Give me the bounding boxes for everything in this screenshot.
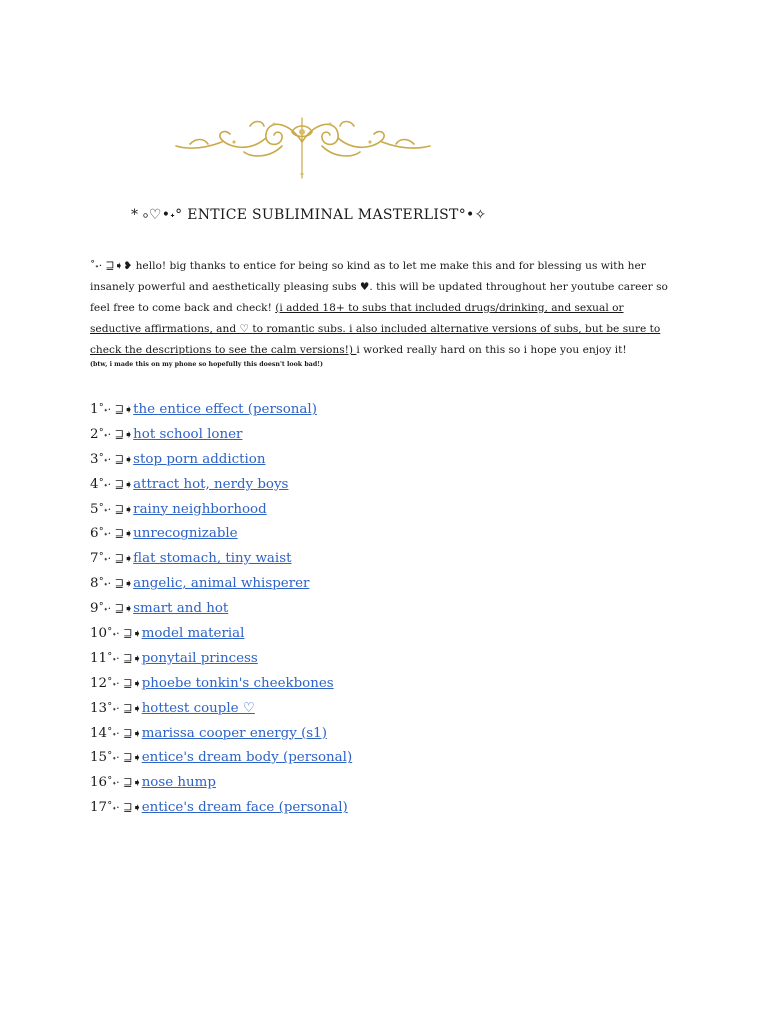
- list-item: [90, 597, 352, 622]
- list-item: [90, 722, 352, 747]
- list-item-number: 2: [90, 426, 99, 442]
- subliminal-link[interactable]: unrecognizable: [133, 526, 238, 542]
- subliminal-link[interactable]: attract hot, nerdy boys: [133, 476, 289, 492]
- subliminal-link[interactable]: nose hump: [141, 775, 216, 791]
- list-item-decoration: ˚˖· ⊒➧: [107, 776, 142, 790]
- subliminal-link[interactable]: the entice effect (personal): [133, 402, 317, 417]
- subliminal-link[interactable]: ponytail princess: [141, 650, 258, 666]
- list-item: [90, 572, 352, 597]
- list-item-number: 11: [90, 650, 108, 666]
- intro-disclaimer: (i added 18+ to subs that included drugs/drinking, and sexual or seductive affirmations, and ♡ to romantic subs. i also included alternative versions of subs, but be sure to check the descriptions to see the calm versions!): [90, 302, 661, 356]
- list-item: [90, 547, 352, 572]
- list-item-decoration: ˚˖· ⊒➧: [107, 651, 142, 665]
- subliminal-link[interactable]: flat stomach, tiny waist: [133, 551, 292, 567]
- list-item-decoration: ˚˖· ⊒➧: [98, 552, 134, 566]
- list-item-decoration: ˚˖· ⊒➧: [98, 403, 134, 416]
- list-item-decoration: ˚˖· ⊒➧: [98, 577, 134, 591]
- subliminal-link[interactable]: entice's dream face (personal): [141, 800, 348, 816]
- list-item-decoration: ˚˖· ⊒➧: [98, 602, 134, 616]
- list-item-number: 9: [90, 601, 99, 617]
- list-item: [90, 498, 352, 523]
- subliminal-link[interactable]: angelic, animal whisperer: [133, 576, 310, 592]
- subliminal-link[interactable]: smart and hot: [133, 601, 229, 617]
- list-item: [90, 771, 352, 796]
- intro-paragraph: [90, 256, 674, 361]
- list-item: [90, 746, 352, 771]
- list-item: [90, 622, 352, 647]
- list-item-decoration: ˚˖· ⊒➧: [107, 627, 142, 641]
- list-item: [90, 672, 352, 697]
- list-item-number: 14: [90, 725, 108, 741]
- page-title: * ৹♡•˖° ENTICE SUBLIMINAL MASTERLIST°•✧: [131, 207, 487, 223]
- list-item-number: 12: [90, 675, 108, 691]
- subliminal-link[interactable]: marissa cooper energy (s1): [141, 725, 327, 741]
- list-item-decoration: ˚˖· ⊒➧: [107, 701, 142, 715]
- list-item-decoration: ˚˖· ⊒➧: [98, 452, 134, 466]
- list-item-number: 17: [90, 800, 108, 816]
- subliminal-list: [90, 398, 352, 821]
- list-item-number: 8: [90, 576, 99, 592]
- list-item: [90, 647, 352, 672]
- subliminal-link[interactable]: phoebe tonkin's cheekbones: [141, 675, 334, 691]
- list-item-decoration: ˚˖· ⊒➧: [107, 751, 142, 765]
- list-item-decoration: ˚˖· ⊒➧: [107, 726, 142, 740]
- list-item-decoration: ˚˖· ⊒➧: [98, 427, 134, 441]
- list-item-decoration: ˚˖· ⊒➧: [98, 477, 134, 491]
- list-item-number: 7: [90, 551, 99, 567]
- gold-flourish-ornament: [170, 112, 435, 184]
- list-item-decoration: ˚˖· ⊒➧: [98, 527, 134, 541]
- list-item-number: 16: [90, 775, 108, 791]
- intro-closing: i worked really hard on this so i hope you enjoy it!: [356, 344, 627, 356]
- intro-decoration: ˚˖· ⊒➧❥: [90, 260, 136, 272]
- subliminal-link[interactable]: hot school loner: [133, 426, 243, 442]
- list-item: [90, 796, 352, 821]
- list-item-decoration: ˚˖· ⊒➧: [107, 676, 142, 690]
- subliminal-link[interactable]: stop porn addiction: [133, 451, 266, 467]
- list-item-decoration: ˚˖· ⊒➧: [107, 801, 142, 815]
- intro-text: hello! big thanks to entice for being so kind as to let me make this and for blessing us with her insanely powerful and aesthetically pleasing subs ♥. this will be updated throughout her youtube career so feel free to come back and check!: [90, 260, 668, 314]
- list-item-number: 13: [90, 700, 108, 716]
- list-item: [90, 423, 352, 448]
- subliminal-link[interactable]: hottest couple ♡: [141, 700, 255, 716]
- list-item-number: 1: [90, 402, 99, 417]
- subliminal-link[interactable]: model material: [141, 626, 245, 642]
- list-item: [90, 697, 352, 722]
- list-item: [90, 473, 352, 498]
- list-item-decoration: ˚˖· ⊒➧: [98, 502, 134, 516]
- list-item-number: 6: [90, 526, 99, 542]
- list-item-number: 15: [90, 750, 108, 766]
- list-item-number: 4: [90, 476, 99, 492]
- list-item-number: 3: [90, 451, 99, 467]
- list-item-number: 5: [90, 501, 99, 517]
- list-item: [90, 448, 352, 473]
- subliminal-link[interactable]: entice's dream body (personal): [141, 750, 353, 766]
- list-item: [90, 522, 352, 547]
- list-item: [90, 398, 352, 423]
- list-item-number: 10: [90, 626, 108, 642]
- phone-note: (btw, i made this on my phone so hopefully this doesn't look bad!): [90, 361, 323, 368]
- subliminal-link[interactable]: rainy neighborhood: [133, 501, 267, 517]
